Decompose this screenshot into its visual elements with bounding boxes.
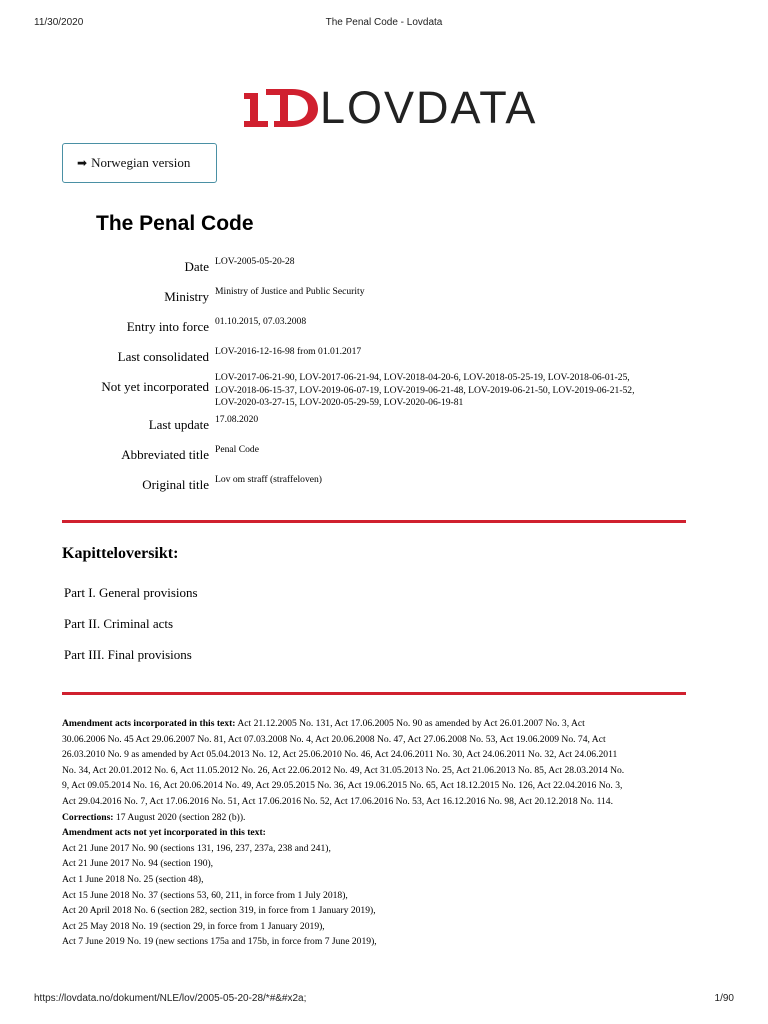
- pending-amendment-line: Act 21 June 2017 No. 94 (section 190),: [62, 858, 214, 870]
- print-footer-url: https://lovdata.no/dokument/NLE/lov/2005-05-20-28/*#&#x2a;: [34, 993, 307, 1004]
- amendment-line: 30.06.2006 No. 45 Act 29.06.2007 No. 81, Act 07.03.2008 No. 4, Act 20.06.2008 No. 47, Act 27.06.2008 No. 53, Act 19.06.2009 No. 74, Act: [62, 733, 606, 745]
- meta-label: Entry into force: [126, 319, 209, 334]
- lovdata-mark-icon: [240, 85, 320, 131]
- print-header-title: The Penal Code - Lovdata: [325, 17, 443, 28]
- pending-amendment-line: Act 25 May 2018 No. 19 (section 29, in force from 1 January 2019),: [62, 920, 325, 932]
- lovdata-logo-text: LOVDATA: [320, 82, 538, 133]
- meta-label: Original title: [142, 477, 209, 492]
- meta-value: 01.10.2015, 07.03.2008: [215, 316, 307, 327]
- meta-label: Last update: [148, 417, 209, 432]
- page-title: The Penal Code: [96, 212, 254, 235]
- pending-amendment-line: Act 21 June 2017 No. 90 (sections 131, 196, 237, 237a, 238 and 241),: [62, 842, 331, 854]
- meta-value: 17.08.2020: [215, 414, 259, 425]
- meta-value[interactable]: LOV-2016-12-16-98 from 01.01.2017: [215, 346, 362, 357]
- meta-value: Lov om straff (straffeloven): [215, 474, 323, 485]
- amendment-line: Act 29.04.2016 No. 7, Act 17.06.2016 No. 51, Act 17.06.2016 No. 52, Act 17.06.2016 No. 53, Act 16.12.2016 No. 98, Act 20.12.2018 No. 114.: [62, 795, 613, 807]
- meta-label: Abbreviated title: [121, 447, 209, 462]
- meta-value: Penal Code: [215, 444, 259, 455]
- amendment-line: Act 21.12.2005 No. 131, Act 17.06.2005 No. 90 as amended by Act 26.01.2007 No. 3, Act: [235, 718, 585, 729]
- meta-label: Date: [184, 259, 209, 274]
- meta-value: LOV-2005-05-20-28: [215, 256, 295, 267]
- amendment-line: 26.03.2010 No. 9 as amended by Act 05.04.2013 No. 12, Act 25.06.2010 No. 46, Act 24.06.2011 No. 30, Act 24.06.2011 No. 32, Act 24.06.2011: [62, 749, 618, 761]
- print-footer-page: 1/90: [714, 993, 734, 1004]
- divider: [62, 692, 686, 695]
- corrections-label: Corrections:: [62, 811, 114, 823]
- not-incorporated-label: Amendment acts not yet incorporated in this text:: [62, 827, 266, 839]
- incorporated-label: Amendment acts incorporated in this text:: [62, 718, 236, 729]
- pending-amendment-line: Act 20 April 2018 No. 6 (section 282, section 319, in force from 1 January 2019),: [62, 905, 376, 917]
- lovdata-logo[interactable]: [240, 84, 537, 132]
- toc-item-part-3[interactable]: Part III. Final provisions: [64, 647, 192, 662]
- amendment-line: No. 34, Act 20.01.2012 No. 6, Act 11.05.2012 No. 26, Act 22.06.2012 No. 49, Act 31.05.2013 No. 25, Act 21.06.2013 No. 85, Act 28.03.2014 No.: [62, 764, 625, 776]
- pending-amendment-line: Act 15 June 2018 No. 37 (sections 53, 60, 211, in force from 1 July 2018),: [62, 889, 348, 901]
- toc-item-part-2[interactable]: Part II. Criminal acts: [64, 616, 174, 631]
- norwegian-version-button[interactable]: [62, 143, 217, 183]
- toc-heading: Kapitteloversikt:: [62, 545, 179, 562]
- divider: [62, 520, 686, 523]
- meta-label: Ministry: [164, 289, 209, 304]
- meta-value-line[interactable]: LOV-2017-06-21-90, LOV-2017-06-21-94, LOV-2018-04-20-6, LOV-2018-05-25-19, LOV-2018-06-01-25,: [215, 372, 630, 383]
- pending-amendment-line: Act 1 June 2018 No. 25 (section 48),: [62, 873, 204, 885]
- amendment-line: 9, Act 09.05.2014 No. 16, Act 20.06.2014 No. 49, Act 29.05.2015 No. 36, Act 19.06.2015 No. 65, Act 18.12.2015 No. 126, Act 22.04.2016 No. 3,: [62, 780, 623, 792]
- arrow-right-icon: ➡: [77, 156, 88, 170]
- corrections-text: 17 August 2020 (section 282 (b)).: [113, 811, 246, 823]
- meta-value: Ministry of Justice and Public Security: [215, 286, 365, 297]
- amendments-section: [62, 716, 692, 950]
- meta-value-line[interactable]: LOV-2018-06-15-37, LOV-2019-06-07-19, LOV-2019-06-21-48, LOV-2019-06-21-50, LOV-2019-06-21-52,: [215, 384, 635, 396]
- meta-label: Not yet incorporated: [101, 379, 209, 394]
- meta-value-line[interactable]: LOV-2020-03-27-15, LOV-2020-05-29-59, LOV-2020-06-19-81: [215, 397, 464, 408]
- norwegian-version-label: Norwegian version: [91, 155, 191, 170]
- meta-label: Last consolidated: [117, 349, 209, 364]
- toc-item-part-1[interactable]: Part I. General provisions: [64, 585, 198, 600]
- print-date: 11/30/2020: [34, 17, 84, 28]
- pending-amendment-line: Act 7 June 2019 No. 19 (new sections 175a and 175b, in force from 7 June 2019),: [62, 936, 377, 948]
